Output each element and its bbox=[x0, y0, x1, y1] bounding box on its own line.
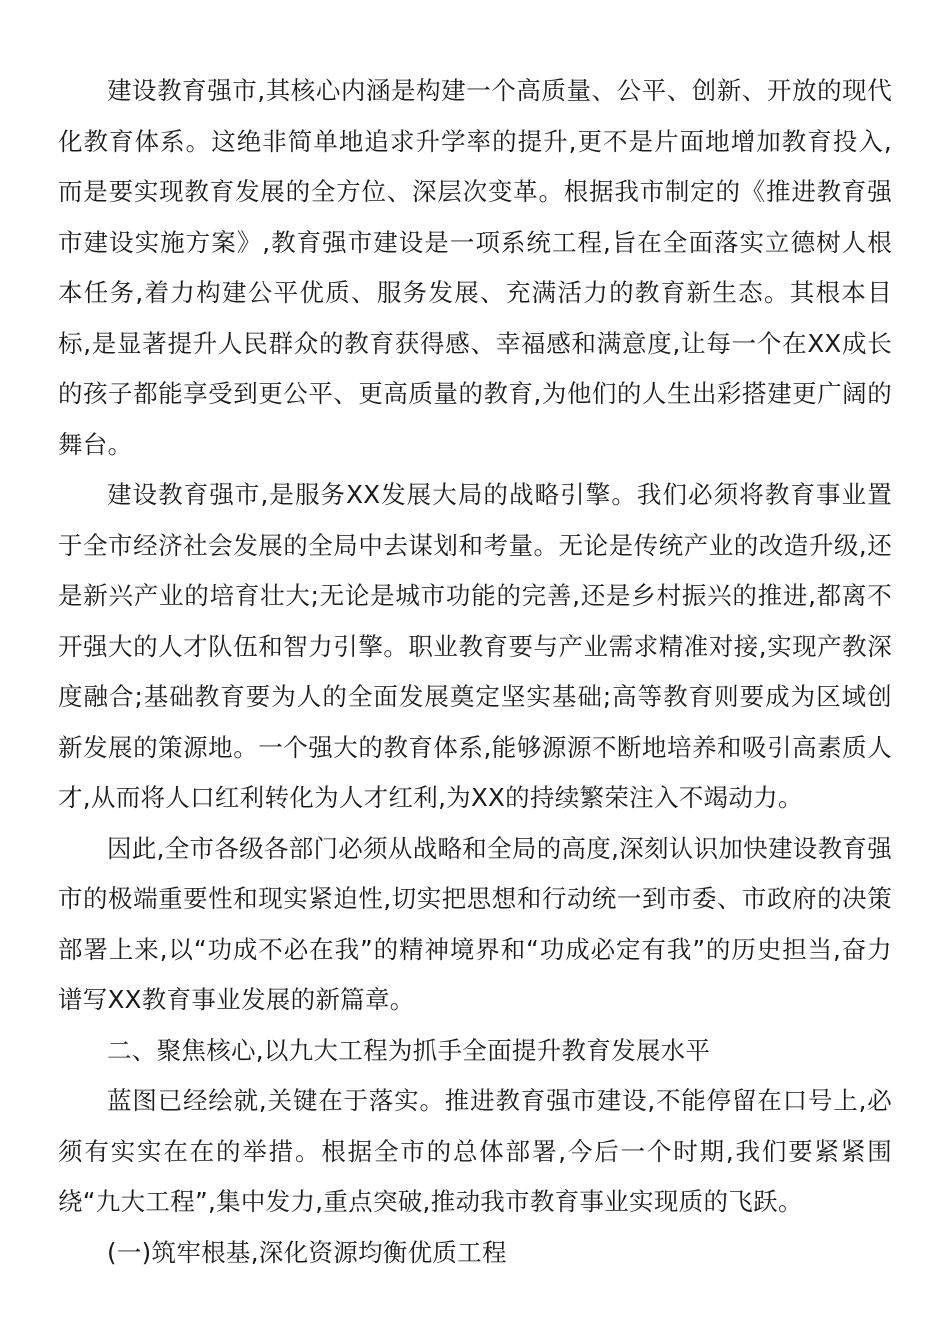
body-paragraph-3: 因此,全市各级各部门必须从战略和全局的高度,深刻认识加快建设教育强市的极端重要性和现实紧迫性,切实把思想和行动统一到市委、市政府的决策部署上来,以“功成不必在我”的精神境界和“功成必定有我”的历史担当,奋力谱写XX教育事业发展的新篇章。 bbox=[58, 833, 892, 1014]
document-page bbox=[58, 66, 892, 1278]
body-paragraph-1: 建设教育强市,其核心内涵是构建一个高质量、公平、创新、开放的现代化教育体系。这绝非简单地追求升学率的提升,更不是片面地增加教育投入,而是要实现教育发展的全方位、深层次变革。根据我市制定的《推进教育强市建设实施方案》,教育强市建设是一项系统工程,旨在全面落实立德树人根本任务,着力构建公平优质、服务发展、充满活力的教育新生态。其根本目标,是显著提升人民群众的教育获得感、幸福感和满意度,让每一个在XX成长的孩子都能享受到更公平、更高质量的教育,为他们的人生出彩搭建更广阔的舞台。 bbox=[58, 76, 892, 459]
body-paragraph-2: 建设教育强市,是服务XX发展大局的战略引擎。我们必须将教育事业置于全市经济社会发展的全局中去谋划和考量。无论是传统产业的改造升级,还是新兴产业的培育壮大;无论是城市功能的完善,还是乡村振兴的推进,都离不开强大的人才队伍和智力引擎。职业教育要与产业需求精准对接,实现产教深度融合;基础教育要为人的全面发展奠定坚实基础;高等教育则要成为区域创新发展的策源地。一个强大的教育体系,能够源源不断地培养和吸引高素质人才,从而将人口红利转化为人才红利,为XX的持续繁荣注入不竭动力。 bbox=[58, 480, 892, 812]
subsection-heading: (一)筑牢根基,深化资源均衡优质工程 bbox=[107, 1237, 507, 1267]
section-paragraph: 蓝图已经绘就,关键在于落实。推进教育强市建设,不能停留在口号上,必须有实实在在的举措。根据全市的总体部署,今后一个时期,我们要紧紧围绕“九大工程”,集中发力,重点突破,推动我市教育事业实现质的飞跃。 bbox=[58, 1086, 892, 1216]
section-heading: 二、聚焦核心,以九大工程为抓手全面提升教育发展水平 bbox=[107, 1035, 711, 1065]
